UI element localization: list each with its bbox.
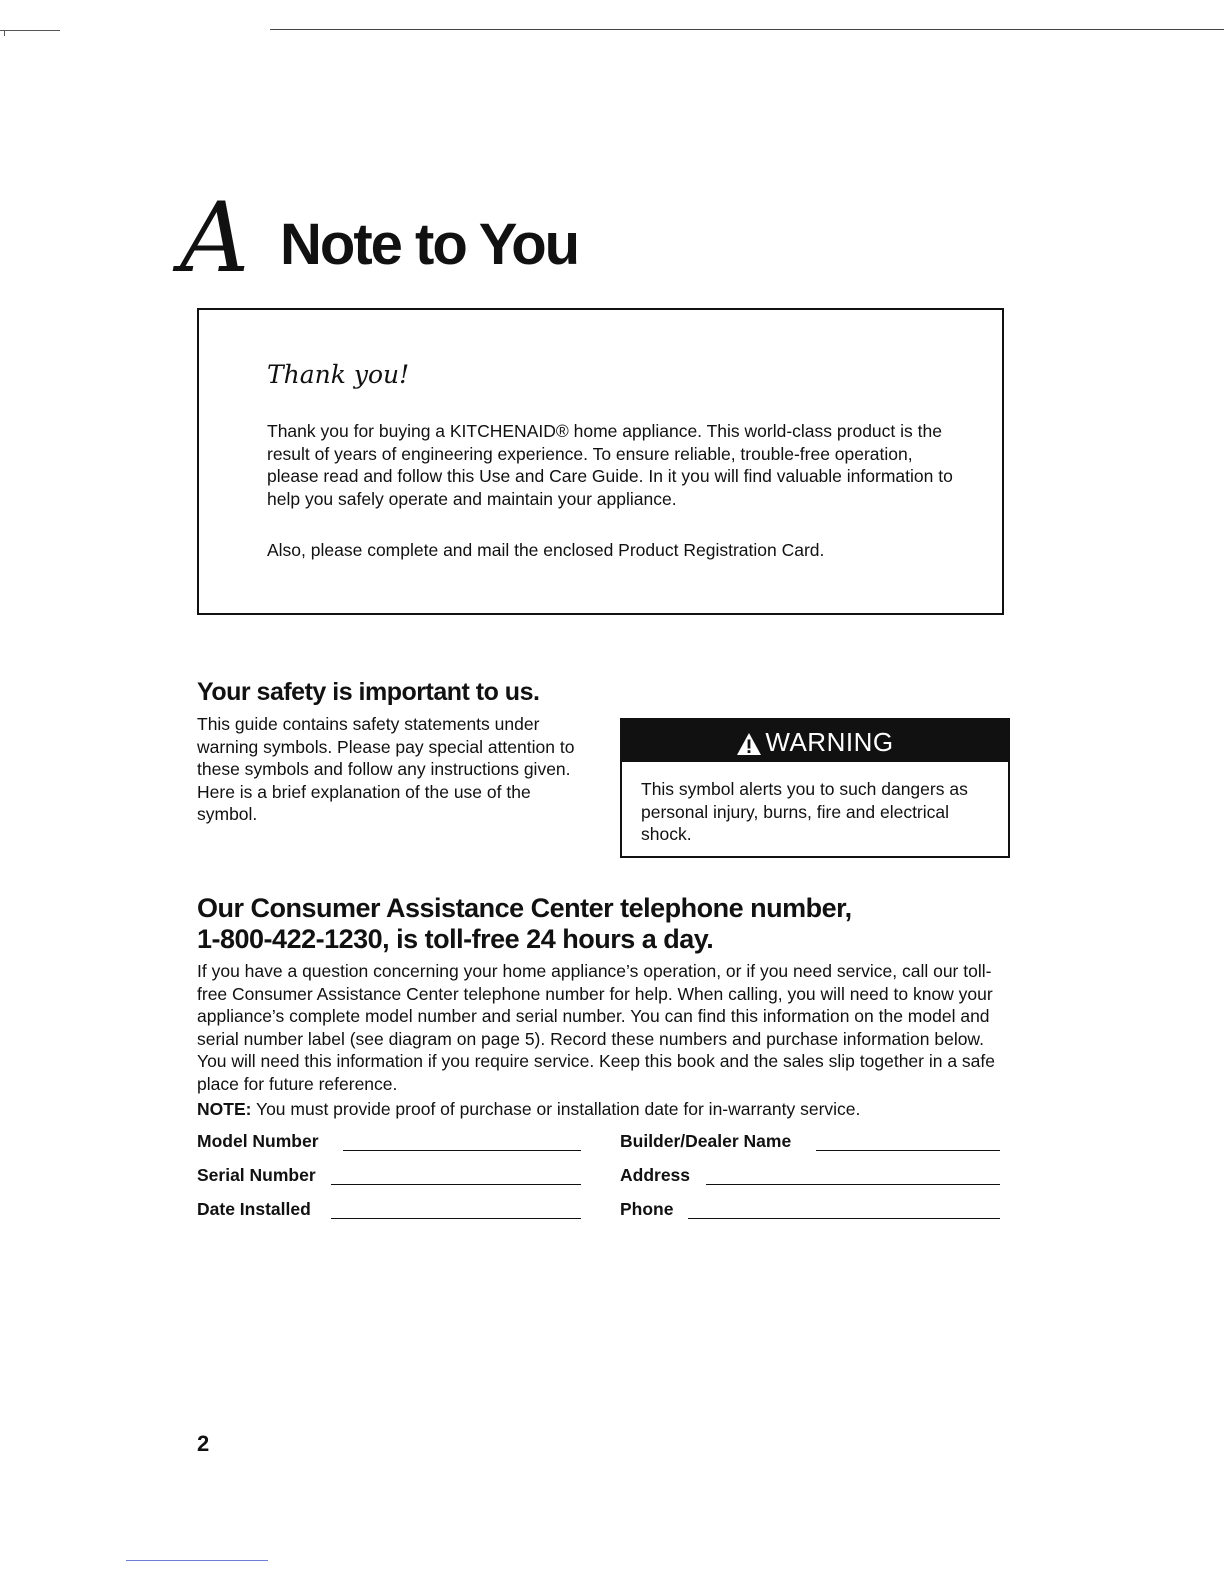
- top-rule-left: [0, 30, 60, 31]
- phone-line[interactable]: [688, 1218, 1000, 1219]
- date-installed-label: Date Installed: [197, 1199, 311, 1219]
- address-line[interactable]: [706, 1184, 1000, 1185]
- serial-number-label: Serial Number: [197, 1165, 316, 1185]
- date-installed-field[interactable]: [197, 1198, 587, 1222]
- top-rule: [270, 29, 1224, 30]
- warning-triangle-icon: [736, 732, 762, 756]
- consumer-assistance-paragraph: If you have a question concerning your home appliance’s operation, or if you need service, call our toll-free Consumer Assistance Center telephone number for help. When calling, you will need to know your appliance’s complete model number and serial number. You can find this information on the model and serial number label (see diagram on page 5). Record these numbers and purchase information below. You will need this information if you require service. Keep this book and the sales slip together in a safe place for future reference.: [197, 961, 996, 1094]
- title-initial: A: [180, 182, 250, 294]
- note-label: NOTE:: [197, 1099, 252, 1119]
- safety-paragraph: This guide contains safety statements under warning symbols. Please pay special attention to these symbols and follow any instructions given. Here is a brief explanation of the use of the symbol.: [197, 714, 575, 824]
- thank-you-paragraph: Thank you for buying a KITCHENAID® home appliance. This world-class product is the result of years of engineering experience. To ensure reliable, trouble-free operation, please read and follow this Use and Care Guide. In it you will find valuable information to help you safely operate and maintain your appliance.: [267, 421, 953, 509]
- builder-dealer-name-line[interactable]: [816, 1150, 1000, 1151]
- date-installed-line[interactable]: [331, 1218, 581, 1219]
- warning-header: [622, 720, 1008, 762]
- phone-label: Phone: [620, 1199, 674, 1219]
- model-number-field[interactable]: [197, 1130, 587, 1154]
- registration-card-paragraph: Also, please complete and mail the enclosed Product Registration Card.: [267, 540, 825, 560]
- consumer-assistance-heading: [197, 893, 1097, 955]
- note-text: You must provide proof of purchase or installation date for in-warranty service.: [256, 1099, 861, 1119]
- model-number-line[interactable]: [343, 1150, 581, 1151]
- address-label: Address: [620, 1165, 691, 1185]
- model-number-label: Model Number: [197, 1131, 319, 1151]
- safety-heading: Your safety is important to us.: [197, 678, 540, 706]
- builder-dealer-name-label: Builder/Dealer Name: [620, 1131, 792, 1151]
- title-text: Note to You: [280, 212, 579, 277]
- warning-text: This symbol alerts you to such dangers as personal injury, burns, fire and electrical shock.: [641, 779, 968, 844]
- page-number: 2: [197, 1431, 210, 1456]
- top-rule-tick: [4, 30, 5, 36]
- bottom-rule: [126, 1560, 268, 1561]
- consumer-assistance-heading-line-2: 1-800-422-1230, is toll-free 24 hours a day.: [197, 924, 714, 954]
- warning-box: [620, 718, 1010, 858]
- thank-you-box: [197, 308, 1004, 615]
- serial-number-line[interactable]: [331, 1184, 581, 1185]
- thank-you-heading: Thank you!: [267, 360, 410, 389]
- phone-field[interactable]: [620, 1198, 1005, 1222]
- address-field[interactable]: [620, 1164, 1005, 1188]
- serial-number-field[interactable]: [197, 1164, 587, 1188]
- warranty-note: [197, 1098, 1012, 1121]
- consumer-assistance-heading-line-1: Our Consumer Assistance Center telephone number,: [197, 893, 852, 923]
- warning-label: WARNING: [765, 727, 894, 757]
- builder-dealer-name-field[interactable]: [620, 1130, 1005, 1154]
